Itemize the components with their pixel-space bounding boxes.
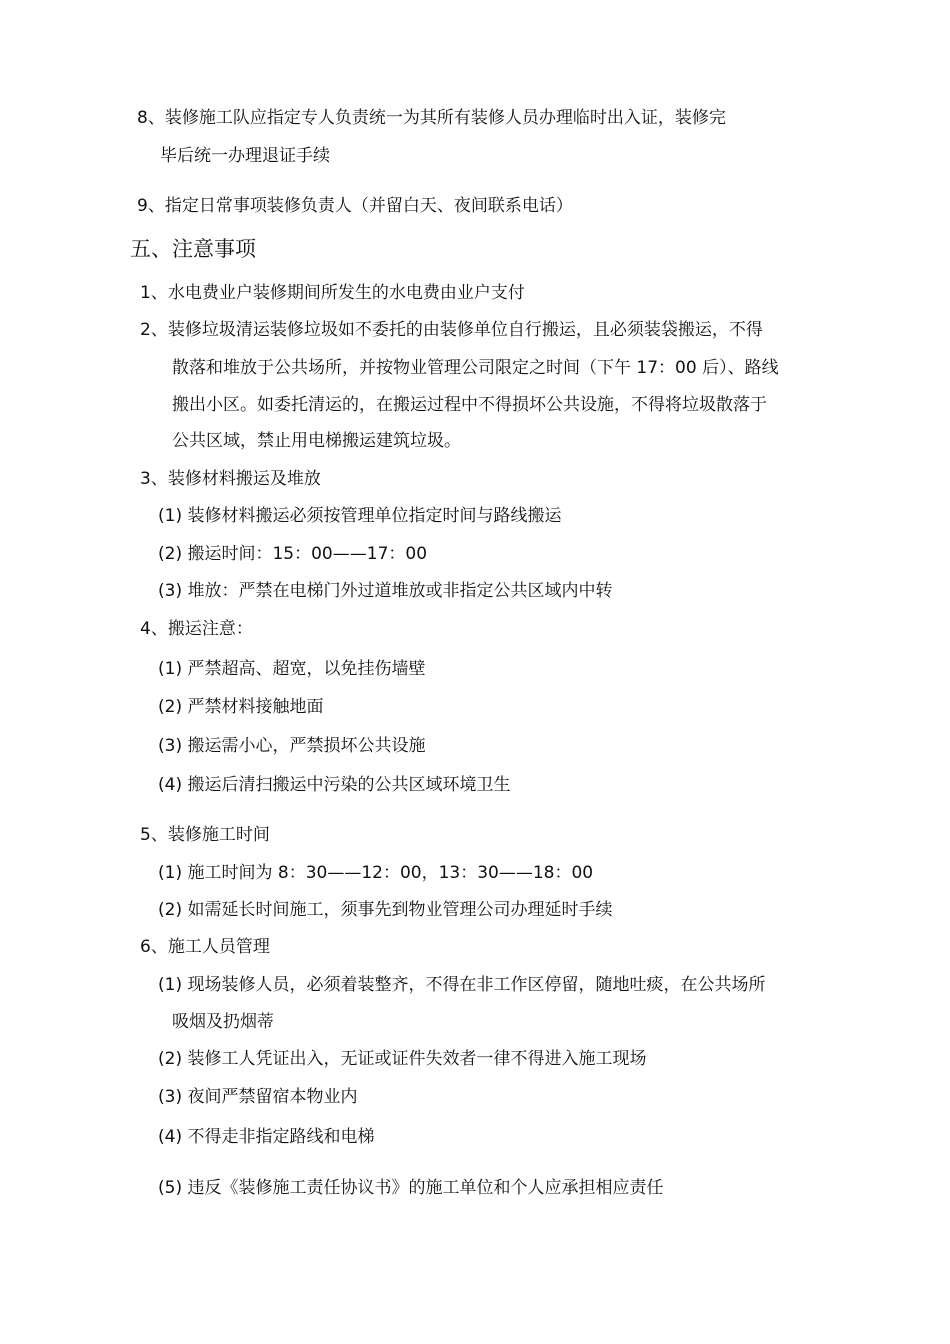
point-4-sub-4: (4) 搬运后清扫搬运中污染的公共区域环境卫生 <box>158 775 511 795</box>
point-3-sub-2: (2) 搬运时间：15：00——17：00 <box>158 544 428 564</box>
point-3-sub-3: (3) 堆放：严禁在电梯门外过道堆放或非指定公共区域内中转 <box>158 581 613 601</box>
section-heading: 五、注意事项 <box>130 237 256 261</box>
point-6-sub-4: (4) 不得走非指定路线和电梯 <box>158 1127 375 1147</box>
point-6-sub-2: (2) 装修工人凭证出入，无证或证件失效者一律不得进入施工现场 <box>158 1049 647 1069</box>
point-4: 4、搬运注意： <box>140 619 253 639</box>
point-6-sub-5: (5) 违反《装修施工责任协议书》的施工单位和个人应承担相应责任 <box>158 1178 664 1198</box>
point-2-line-4: 公共区域，禁止用电梯搬运建筑垃圾。 <box>172 431 461 451</box>
point-4-sub-1: (1) 严禁超高、超宽，以免挂伤墙壁 <box>158 659 426 679</box>
item-9: 9、指定日常事项装修负责人（并留白天、夜间联系电话） <box>137 196 573 216</box>
point-3-sub-1: (1) 装修材料搬运必须按管理单位指定时间与路线搬运 <box>158 506 562 526</box>
point-5-sub-2: (2) 如需延长时间施工，须事先到物业管理公司办理延时手续 <box>158 900 613 920</box>
point-3: 3、装修材料搬运及堆放 <box>140 469 321 489</box>
item-8-line-1: 8、装修施工队应指定专人负责统一为其所有装修人员办理临时出入证，装修完 <box>137 108 726 128</box>
point-5: 5、装修施工时间 <box>140 825 270 845</box>
point-6: 6、施工人员管理 <box>140 937 270 957</box>
point-2-line-2: 散落和堆放于公共场所，并按物业管理公司限定之时间（下午 17：00 后）、路线 <box>172 358 779 378</box>
point-6-sub-1-line-2: 吸烟及扔烟蒂 <box>172 1012 274 1032</box>
point-2-line-1: 2、装修垃圾清运装修垃圾如不委托的由装修单位自行搬运，且必须装袋搬运，不得 <box>140 320 763 340</box>
point-4-sub-2: (2) 严禁材料接触地面 <box>158 697 324 717</box>
point-2-line-3: 搬出小区。如委托清运的，在搬运过程中不得损坏公共设施，不得将垃圾散落于 <box>172 395 767 415</box>
point-4-sub-3: (3) 搬运需小心，严禁损坏公共设施 <box>158 736 426 756</box>
point-6-sub-3: (3) 夜间严禁留宿本物业内 <box>158 1087 358 1107</box>
point-5-sub-1: (1) 施工时间为 8：30——12：00，13：30——18：00 <box>158 863 594 883</box>
point-6-sub-1-line-1: (1) 现场装修人员，必须着装整齐，不得在非工作区停留，随地吐痰，在公共场所 <box>158 975 766 995</box>
point-1: 1、水电费业户装修期间所发生的水电费由业户支付 <box>140 283 525 303</box>
item-8-line-2: 毕后统一办理退证手续 <box>160 146 330 166</box>
